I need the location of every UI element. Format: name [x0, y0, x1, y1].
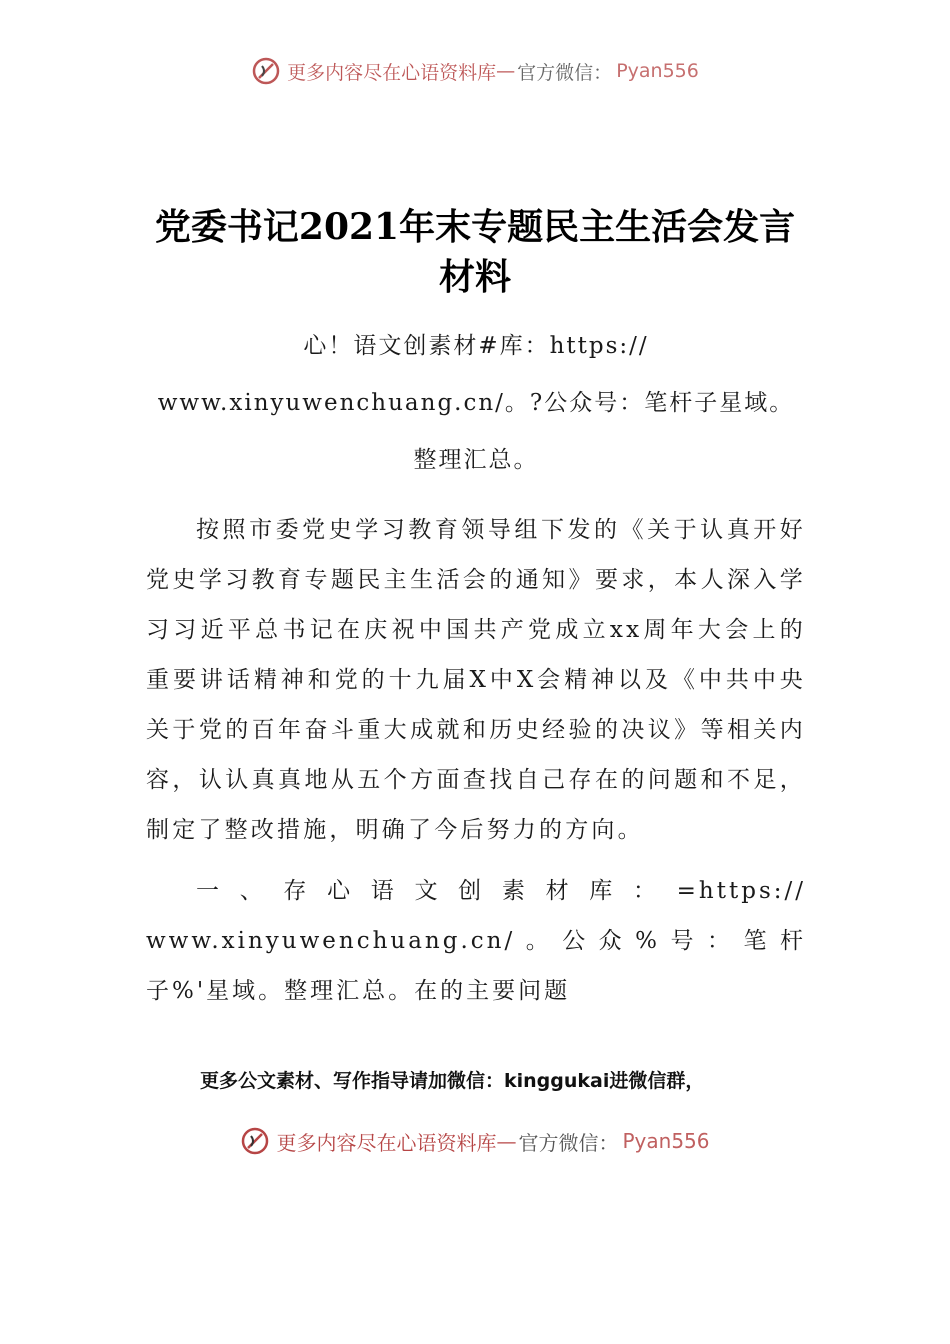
watermark-dash: — [496, 1129, 517, 1153]
watermark-id: Pyan556 [622, 1129, 710, 1153]
logo-icon [251, 56, 281, 86]
watermark-text: 更多内容尽在心语资料库 [276, 1130, 497, 1155]
watermark-dash: — [496, 60, 516, 82]
footer-note: 更多公文素材、写作指导请加微信：kinggukai进微信群， [200, 1070, 705, 1092]
watermark-text: 更多内容尽在心语资料库 [287, 61, 497, 84]
logo-icon [240, 1126, 270, 1156]
paragraph-section-heading: 一、存心语文创素材库：=https:// www.xinyuwenchuang.cn/。公众%号：笔杆子%'星域。整理汇总。在的主要问题 [146, 878, 806, 1004]
watermark-id: Pyan556 [616, 60, 699, 82]
document-title: 党委书记2021年末专题民主生活会发言材料 [154, 206, 796, 298]
source-line: 心！语文创素材#库：https:// www.xinyuwenchuang.cn/。?公众号：笔杆子星域。整理汇总。 [157, 333, 795, 473]
watermark-top [0, 56, 950, 86]
watermark-bottom [0, 1126, 950, 1156]
watermark-label: 官方微信： [518, 1130, 619, 1155]
watermark-label: 官方微信： [517, 61, 613, 84]
paragraph-intro: 按照市委党史学习教育领导组下发的《关于认真开好党史学习教育专题民主生活会的通知》要求，本人深入学习习近平总书记在庆祝中国共产党成立xx周年大会上的重要讲话精神和党的十九届X中X会精神以及《中共中央关于党的百年奋斗重大成就和历史经验的决议》等相关内容，认认真真地从五个方面查找自己存在的问题和不足，制定了整改措施，明确了今后努力的方向。 [146, 517, 806, 843]
